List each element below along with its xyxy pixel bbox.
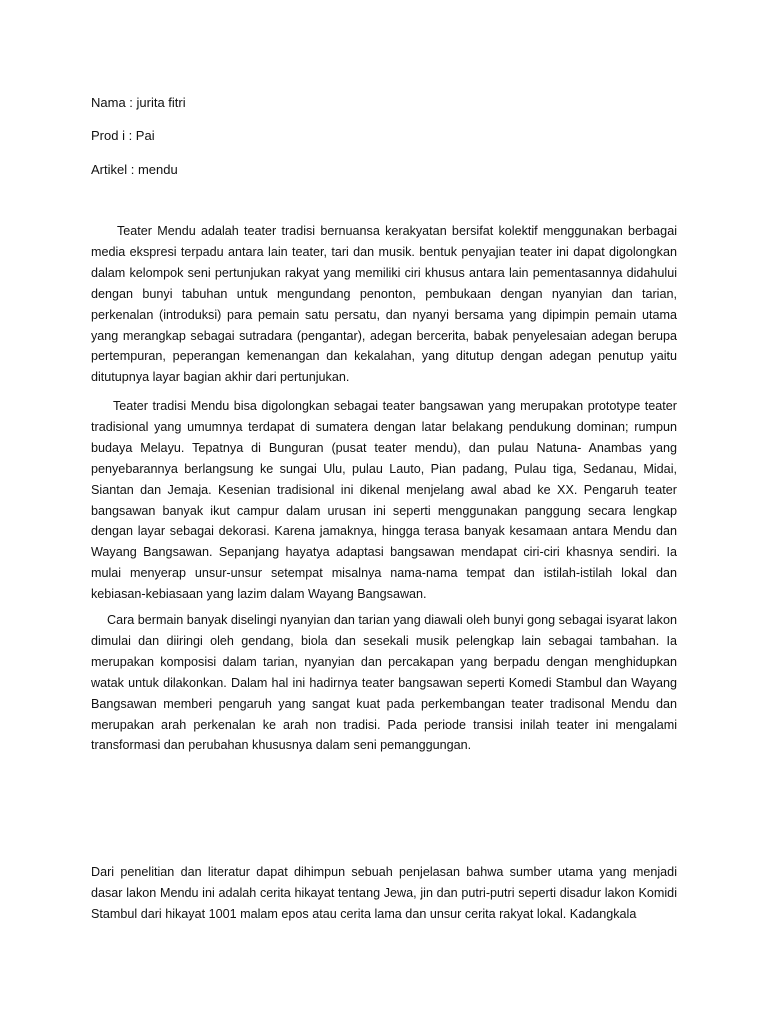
study-program-line: Prod i : Pai xyxy=(91,128,155,143)
paragraph-1: Teater Mendu adalah teater tradisi bernuansa kerakyatan bersifat kolektif menggunakan berbagai media ekspresi terpadu antara lain teater, tari dan musik. bentuk penyajian teater ini dapat digolongkan dalam kelompok seni pertunjukan rakyat yang memiliki ciri khusus antara lain pementasannya didahului dengan bunyi tabuhan untuk mengundang penonton, pembukaan dengan nyanyian dan tarian, perkenalan (introduksi) para pemain satu persatu, dan nyanyi bersama yang dipimpin pemain utama yang merangkap sebagai sutradara (pengantar), adegan bercerita, babak penyelesaian adegan berupa pertempuran, peperangan kemenangan dan kekalahan, yang ditutup dengan adegan penutup yaitu ditutupnya layar bagian akhir dari pertunjukan. xyxy=(91,224,677,385)
student-name-line: Nama : jurita fitri xyxy=(91,95,186,110)
article-title-line: Artikel : mendu xyxy=(91,162,178,177)
paragraph-4: Dari penelitian dan literatur dapat dihimpun sebuah penjelasan bahwa sumber utama yang menjadi dasar lakon Mendu ini adalah cerita hikayat tentang Jewa, jin dan putri-putri seperti disadur lakon Komidi Stambul dari hikayat 1001 malam epos atau cerita lama dan unsur cerita rakyat lokal. Kadangkala xyxy=(91,865,677,921)
paragraph-3: Cara bermain banyak diselingi nyanyian dan tarian yang diawali oleh bunyi gong sebagai isyarat lakon dimulai dan diiringi oleh gendang, biola dan sesekali musik pelengkap lain sebagai tambahan. Ia merupakan komposisi dalam tarian, nyanyian dan percakapan yang berpadu dengan menghidupkan watak untuk dilakonkan. Dalam hal ini hadirnya teater bangsawan seperti Komedi Stambul dan Wayang Bangsawan memberi pengaruh yang sangat kuat pada perkembangan teater tradisonal Mendu dan merupakan arah perkenalan ke arah non tradisi. Pada periode transisi inilah teater ini mengalami transformasi dan perubahan khususnya dalam seni pemanggungan. xyxy=(91,613,677,753)
paragraph-2: Teater tradisi Mendu bisa digolongkan sebagai teater bangsawan yang merupakan prototype teater tradisional yang umumnya terdapat di sumatera dengan latar belakang pendukung dominan; rumpun budaya Melayu. Tepatnya di Bunguran (pusat teater mendu), dan pulau Natuna- Anambas yang penyebarannya berlangsung ke sungai Ulu, pulau Lauto, Pian padang, Pulau tiga, Sedanau, Midai, Siantan dan Jemaja. Kesenian tradisional ini dikenal menjelang awal abad ke XX. Pengaruh teater bangsawan banyak ikut campur dalam urusan ini seperti menggunakan panggung secara lengkap dengan layar sebagai dekorasi. Karena jamaknya, hingga terasa banyak kesamaan antara Mendu dan Wayang Bangsawan. Sepanjang hayatya adaptasi bangsawan mendapat ciri-ciri khasnya sendiri. Ia mulai menyerap unsur-unsur setempat misalnya nama-nama tempat dan istilah-istilah lokal dan kebiasan-kebiasaan yang lazim dalam Wayang Bangsawan. xyxy=(91,399,677,602)
